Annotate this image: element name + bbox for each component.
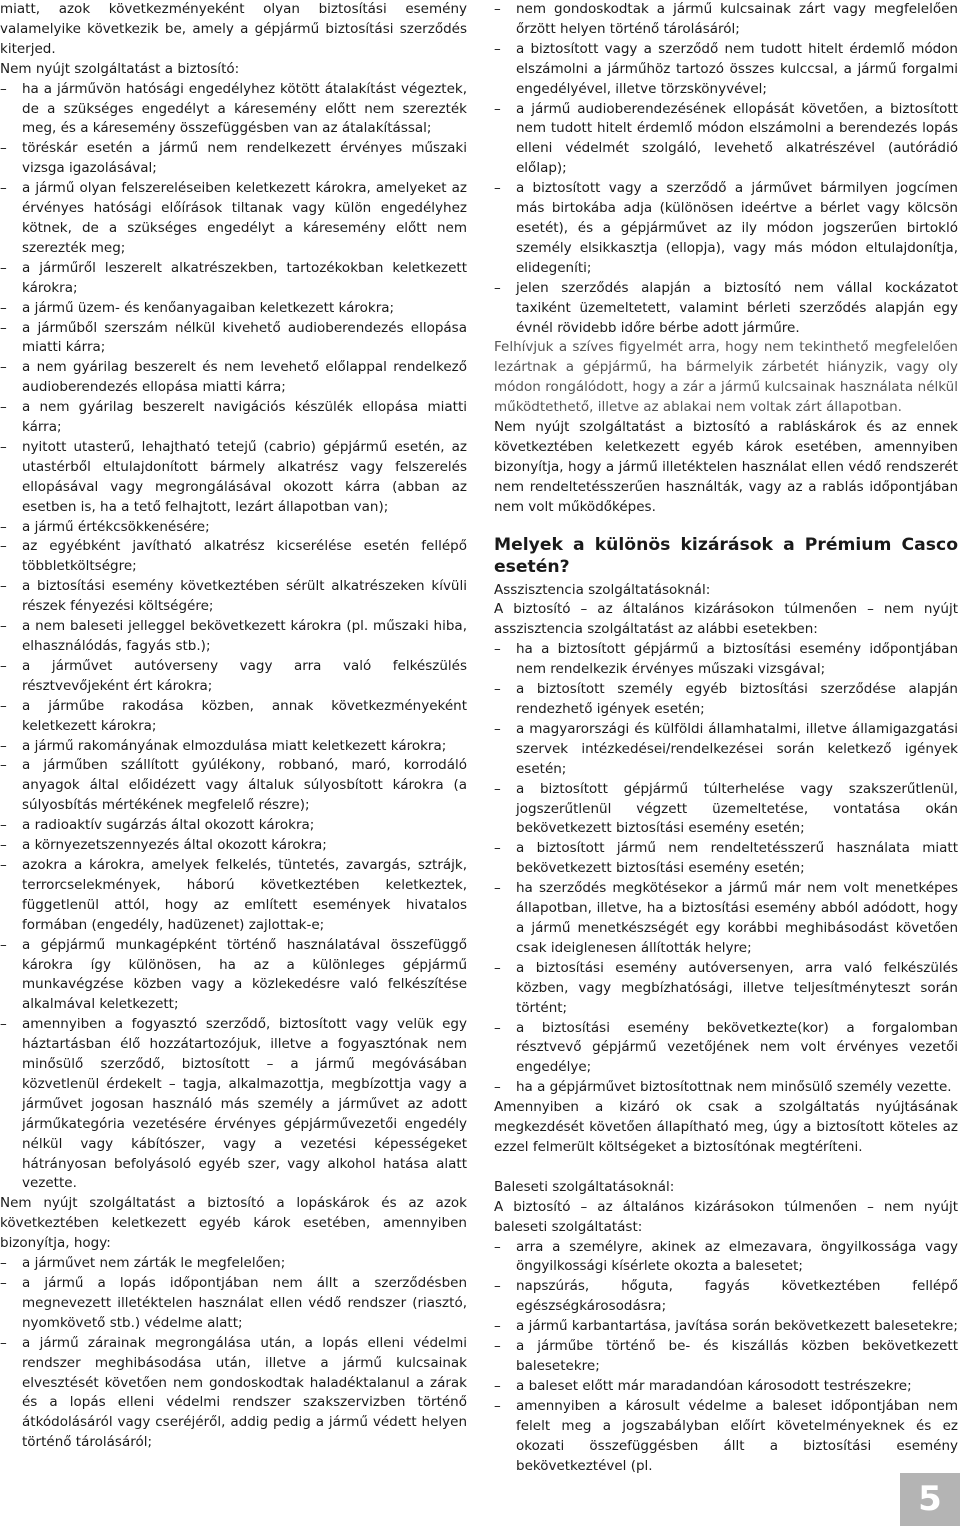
dash-bullet: –: [494, 1377, 501, 1394]
list-item: [0, 179, 467, 259]
list-item-text: ha a járművön hatósági engedélyhez kötött átalakítást végeztek, de a szükséges engedélyt a káresemény előtt nem szerezték meg, és a káresemény összefüggésben van az átalakítással;: [22, 80, 467, 137]
list-item-text: a járműbe rakodása közben, annak következményeként keletkezett károkra;: [22, 697, 467, 734]
dash-bullet: –: [494, 681, 501, 698]
list-item-text: a magyarországi és külföldi államhatalmi, illetve államigazgatási szervek intézkedései/rendelkezései során keletkező igények esetén;: [516, 720, 958, 777]
dash-bullet: –: [494, 1397, 501, 1414]
list-item: [0, 697, 467, 737]
list-item-text: a biztosított személy egyéb biztosítási szerződése alapján rendezhető igények esetén;: [516, 681, 958, 717]
dash-bullet: –: [0, 399, 7, 416]
dash-bullet: –: [494, 100, 501, 117]
list-item: [494, 100, 958, 180]
dash-bullet: –: [494, 1278, 501, 1295]
list-item: [0, 737, 467, 757]
paragraph: miatt, azok következményeként olyan biztosítási esemény valamelyike következik be, amely a gépjármű biztosítási szerződés kiterjed.: [0, 1, 467, 57]
dash-bullet: –: [0, 837, 7, 854]
dash-bullet: –: [494, 180, 501, 197]
dash-bullet: –: [0, 538, 7, 555]
list-item: [494, 640, 958, 680]
list-item-text: a baleset előtt már maradandóan károsodott testrészekre;: [516, 1377, 912, 1394]
list-item: [0, 577, 467, 617]
dash-bullet: –: [0, 140, 7, 157]
list-item-text: arra a személyre, akinek az elmezavara, öngyilkossága vagy öngyilkossági kísérlete okozta a balesetet;: [516, 1238, 958, 1275]
dash-bullet: –: [494, 840, 501, 857]
list-item-text: a biztosított vagy a szerződő a járművet bármilyen jogcímen más birtokába adja (különösen ideértve a bérlet vagy kölcsön esetét), és a gépjárművet az ily módon jogszerűen birtokló személy elsikkasztja (ellopja), vagy más módon eltulajdonítja, elidegeníti;: [516, 180, 958, 276]
list-item-text: a gépjármű munkagépként történő használatával összefüggő károkra így különösen, ha az a különleges gépjármű munkavégzése közben vagy a közlekedésre való felkészítése alkalmával keletkezett;: [22, 936, 467, 1013]
list-item: [0, 319, 467, 359]
list-item-text: a jármű üzem- és kenőanyagaiban keletkezett károkra;: [22, 299, 395, 316]
list-item: [494, 1238, 958, 1278]
list-item-text: a járműről leszerelt alkatrészekben, tartozékokban keletkezett károkra;: [22, 259, 467, 296]
list-item: [494, 680, 958, 720]
list-item: [0, 657, 467, 697]
list-item-text: a biztosítási esemény következtében sérült alkatrészeken kívüli részek fényezési költségére;: [22, 578, 467, 615]
paragraph: Nem nyújt szolgáltatást a biztosító a rabláskárok és az ennek következtében keletkezett egyéb károk esetében, amennyiben bizonyítja, hogy a jármű illetéktelen használat ellen védő rendszerét nem rendeltetésszerűen használták, vagy az a rablás időpontjában nem volt működőképes.: [494, 419, 958, 515]
dash-bullet: –: [0, 319, 7, 336]
list-item: [0, 816, 467, 836]
list-item: [494, 780, 958, 840]
dash-bullet: –: [494, 1238, 501, 1255]
list-item-text: a jármű értékcsökkenésére;: [22, 518, 210, 535]
list-item: [494, 1078, 958, 1098]
dash-bullet: –: [494, 279, 501, 296]
page-number: 5: [900, 1473, 960, 1526]
section-heading: Melyek a különös kizárások a Prémium Casco esetén?: [494, 534, 958, 577]
subsection-label: Asszisztencia szolgáltatásoknál:: [494, 581, 711, 598]
list-item-text: amennyiben a károsult védelme a baleset időpontjában nem felelt meg a jogszabályban előírt követelményeknek és ez okozati összefüggésben állt a biztosítási esemény bekövetkeztével (pl.: [516, 1397, 958, 1474]
list-item: [494, 879, 958, 959]
dash-bullet: –: [494, 1338, 501, 1355]
list-item-text: a biztosítási esemény autóversenyen, arra való felkészülés közben, vagy megbízhatósági, illetve teljesítményteszt során történt;: [516, 959, 958, 1016]
list-item-text: a nem gyárilag beszerelt navigációs készülék ellopása miatti kárra;: [22, 399, 467, 436]
note-paragraph: Felhívjuk a szíves figyelmét arra, hogy nem tekinthető megfelelően lezártnak a gépjármű, ha bármelyik zárbetét hiányzik, vagy oly módon rongálódott, hogy a zár a jármű kulcsainak használata nélkül működtethető, illetve az ablakai nem voltak zárt állapotban.: [494, 339, 958, 416]
list-item: [0, 1015, 467, 1194]
list-item: [0, 1334, 467, 1453]
list-item: [0, 756, 467, 816]
list-item-text: a jármű audioberendezésének ellopását követően, a biztosított nem tudott hitelt érdemlő módon elszámolni a berendezés lopás elleni védelmét szolgáló, levehető alkatrészével (autórádió előlap);: [516, 100, 958, 177]
list-item-text: a jármű a lopás időpontjában nem állt a szerződésben megnevezett illetéktelen használat ellen védő rendszer (riasztó, nyomkövető stb.) védelme alatt;: [22, 1275, 467, 1331]
paragraph: A biztosító – az általános kizárásokon túlmenően – nem nyújt asszisztencia szolgáltatást az alábbi esetekben:: [494, 601, 958, 638]
list-item: [494, 1377, 958, 1397]
list-item: [494, 1019, 958, 1079]
list-item: [0, 856, 467, 936]
list-item: [0, 259, 467, 299]
paragraph: Amennyiben a kizáró ok csak a szolgáltatás nyújtásának megkezdését követően állapítható meg, úgy a biztosított köteles az ezzel felmerült költségeket a biztosítónak megtéríteni.: [494, 1099, 958, 1155]
list-item-text: azokra a károkra, amelyek felkelés, tüntetés, zavargás, sztrájk, terrorcselekmények, háború következtében keletkeztek, függetlenül attól, hogy az említett események hivatalos formában (engedély, hadüzenet) zajlottak-e;: [22, 856, 467, 933]
list-item-text: a járművet nem zárták le megfelelően;: [22, 1255, 286, 1272]
dash-bullet: –: [0, 618, 7, 635]
dash-bullet: –: [494, 1079, 501, 1096]
list-item-text: a járműbe történő be- és kiszállás közben bekövetkezett balesetekre;: [516, 1338, 958, 1374]
dash-bullet: –: [494, 720, 501, 737]
dash-bullet: –: [0, 518, 7, 535]
dash-bullet: –: [0, 180, 7, 197]
dash-bullet: –: [0, 1016, 7, 1033]
list-item: [494, 1277, 958, 1317]
list-item-text: a biztosított vagy a szerződő nem tudott hitelt érdemlő módon elszámolni a járműhöz tartozó összes kulccsal, a jármű forgalmi engedélyével, illetve törzskönyvével;: [516, 40, 958, 97]
dash-bullet: –: [0, 80, 7, 97]
list-item: [494, 279, 958, 339]
dash-bullet: –: [0, 438, 7, 455]
list-item-text: az egyébként javítható alkatrész kicserélése esetén fellépő többletköltségre;: [22, 538, 467, 575]
list-item-text: a járműből szerszám nélkül kivehető audioberendezés ellopása miatti kárra;: [22, 319, 467, 356]
list-item: [0, 299, 467, 319]
list-item-text: a járműben szállított gyúlékony, robbanó, maró, korrodáló anyagok által előidézett vagy általuk súlyosbított károkra (a súlyosbítás mértékének megfelelő részre);: [22, 757, 467, 814]
dash-bullet: –: [0, 697, 7, 714]
dash-bullet: –: [494, 780, 501, 797]
paragraph: Nem nyújt szolgáltatást a biztosító a lopáskárok és az azok következtében keletkezett egyéb károk esetében, amennyiben bizonyítja, hogy:: [0, 1195, 467, 1252]
dash-bullet: –: [0, 259, 7, 276]
list-item-text: a nem baleseti jelleggel bekövetkezett károkra (pl. műszaki hiba, elhasználódás, fagyás stb.);: [22, 618, 467, 654]
right-column: [494, 0, 958, 1476]
list-item: [494, 720, 958, 780]
list-item: [0, 80, 467, 140]
dash-bullet: –: [494, 1318, 501, 1335]
list-item: [494, 1337, 958, 1377]
dash-bullet: –: [0, 299, 7, 316]
list-item: [0, 438, 467, 518]
list-item-text: ha a gépjárművet biztosítottnak nem minősülő személy vezette.: [516, 1079, 952, 1096]
list-item-text: amennyiben a fogyasztó szerződő, biztosított vagy velük egy háztartásban élő hozzátartozójuk, illetve a fogyasztónak nem minősülő szerződő, biztosított – a jármű megóvásában közvetlenül érdekelt – tagja, alkalmazottja, megbízottja vagy a járművet jogosan használó más személy a járművet az adott járműkategória vezetésére érvényes gépjárművezetői engedély nélkül vagy kábítószer, vagy a vezetési képességeket hátrányosan befolyásoló egyéb szer, vagy alkohol hatása alatt vezette.: [22, 1016, 467, 1192]
list-item: [0, 139, 467, 179]
list-item-text: a biztosított gépjármű túlterhelése vagy szakszerűtlenül, jogszerűtlenül végzett üzemeltetése, vontatása okán bekövetkezett biztosítási esemény esetén;: [516, 780, 958, 837]
list-item: [494, 839, 958, 879]
list-item: [0, 518, 467, 538]
list-item: [0, 1274, 467, 1334]
dash-bullet: –: [494, 1, 501, 17]
dash-bullet: –: [0, 1255, 7, 1272]
list-item-text: ha szerződés megkötésekor a jármű már nem volt menetképes állapotban, illetve, ha a biztosítási esemény abból adódott, hogy a jármű menetkészségét egy korábbi meghibásodást követően csak ideiglenesen állították helyre;: [516, 880, 958, 956]
list-item-text: a jármű rakományának elmozdulása miatt keletkezett károkra;: [22, 737, 447, 754]
paragraph: Nem nyújt szolgáltatást a biztosító:: [0, 60, 240, 77]
list-item-text: jelen szerződés alapján a biztosító nem vállal kockázatot taxiként üzemeltetett, valamint bérleti szerződés alapján egy évnél rövidebb időre bérbe adott járműre.: [516, 279, 958, 336]
dash-bullet: –: [494, 40, 501, 57]
list-item: [0, 836, 467, 856]
list-item-text: nem gondoskodtak a jármű kulcsainak zárt vagy megfelelően őrzött helyen történő tárolásáról;: [516, 1, 958, 37]
list-item-text: a jármű olyan felszereléseiben keletkezett károkra, amelyeket az érvényes hatósági előírások tiltanak vagy külön engedélyhez kötnek, de a szükséges engedélyt a káresemény előtt nem szerezték meg;: [22, 180, 467, 256]
list-item: [0, 936, 467, 1016]
dash-bullet: –: [0, 578, 7, 595]
list-item-text: a jármű zárainak megrongálása után, a lopás elleni védelmi rendszer meghibásodása után, illetve a jármű kulcsainak elvesztését követően nem gondoskodtak haladéktalanul a zárak és a lopás elleni védelmi rendszer szakszervizben történő átkódolásáról vagy cseréjéről, addig pedig a jármű védett helyen történő tárolásáról;: [22, 1334, 467, 1451]
list-item: [0, 537, 467, 577]
left-column: [0, 0, 467, 1453]
list-item: [0, 1254, 467, 1274]
list-item: [494, 1397, 958, 1477]
list-item-text: a radioaktív sugárzás által okozott károkra;: [22, 817, 315, 834]
list-item: [0, 398, 467, 438]
list-item-text: ha a biztosított gépjármű a biztosítási esemény időpontjában nem rendelkezik érvényes műszaki vizsgával;: [516, 641, 958, 678]
subsection-label: Baleseti szolgáltatásoknál:: [494, 1178, 675, 1195]
list-item: [0, 358, 467, 398]
list-item-text: a biztosítási esemény bekövetkezte(kor) a forgalomban résztvevő gépjármű vezetőjének nem volt érvényes vezetői engedélye;: [516, 1019, 958, 1076]
list-item-text: a járművet autóverseny vagy arra való felkészülés résztvevőjeként ért károkra;: [22, 657, 467, 694]
list-item: [494, 0, 958, 40]
list-item-text: a biztosított jármű nem rendeltetésszerű használata miatt bekövetkezett biztosítási esemény esetén;: [516, 840, 958, 877]
dash-bullet: –: [494, 880, 501, 897]
dash-bullet: –: [0, 737, 7, 754]
list-item-text: a nem gyárilag beszerelt és nem levehető előlappal rendelkező audioberendezés ellopása miatti kárra;: [22, 359, 467, 396]
list-item: [494, 40, 958, 100]
list-item-text: töréskár esetén a jármű nem rendelkezett érvényes műszaki vizsga igazolásával;: [22, 140, 467, 177]
dash-bullet: –: [0, 936, 7, 953]
dash-bullet: –: [0, 1334, 7, 1351]
list-item: [494, 179, 958, 279]
dash-bullet: –: [0, 817, 7, 834]
dash-bullet: –: [0, 856, 7, 873]
list-item: [494, 1317, 958, 1337]
dash-bullet: –: [0, 359, 7, 376]
paragraph: A biztosító – az általános kizárásokon túlmenően – nem nyújt baleseti szolgáltatást:: [494, 1198, 958, 1235]
dash-bullet: –: [494, 641, 501, 658]
list-item-text: a környezetszennyezés által okozott károkra;: [22, 837, 327, 854]
dash-bullet: –: [0, 1275, 7, 1291]
list-item: [0, 617, 467, 657]
list-item-text: nyitott utasterű, lehajtható tetejű (cabrio) gépjármű esetén, az utastérből eltulajdonított bármely alkatrész vagy felszerelés ellopásával vagy megrongálásával okozott kárra (abban az esetben is, ha a tető felhajtott, lezárt állapotban van);: [22, 438, 467, 515]
list-item: [494, 959, 958, 1019]
list-item-text: napszúrás, hőguta, fagyás következtében fellépő egészségkárosodásra;: [516, 1278, 958, 1315]
dash-bullet: –: [0, 757, 7, 774]
dash-bullet: –: [0, 657, 7, 674]
dash-bullet: –: [494, 959, 501, 976]
list-item-text: a jármű karbantartása, javítása során bekövetkezett balesetekre;: [516, 1318, 958, 1335]
dash-bullet: –: [494, 1019, 501, 1036]
